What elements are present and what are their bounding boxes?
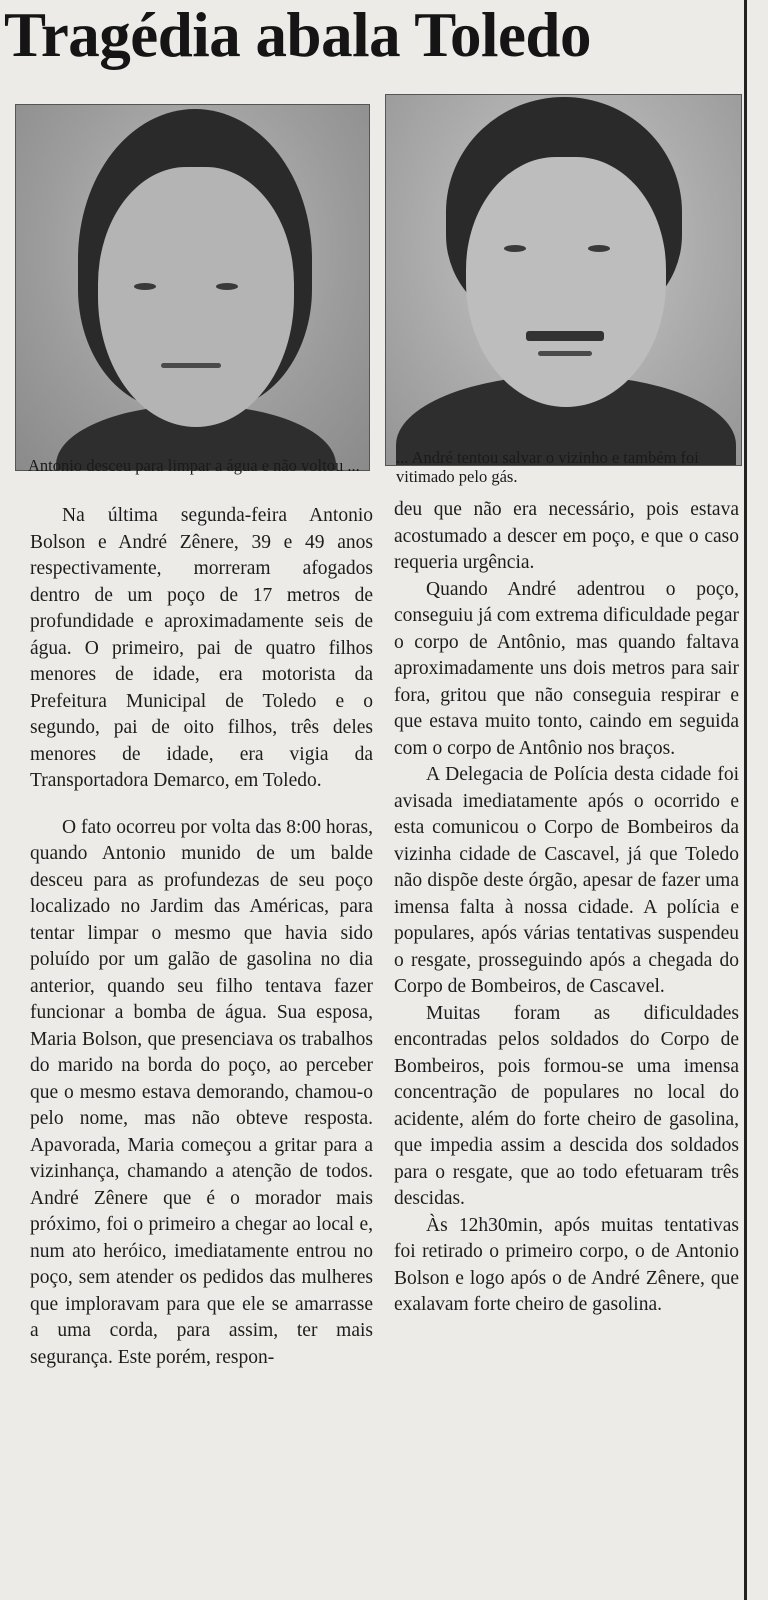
photo-eye <box>504 245 526 252</box>
photo-caption-left: Antonio desceu para limpar a água e não voltou ... <box>28 456 360 475</box>
photo-mouth <box>161 363 221 368</box>
photo-antonio <box>15 104 370 471</box>
photo-eye <box>134 283 156 290</box>
photo-face <box>98 167 294 427</box>
article-paragraph: Às 12h30min, após muitas tentativas foi retirado o primeiro corpo, o de Antonio Bolson e logo após o de André Zênere, que exalavam forte cheiro de gasolina. <box>394 1214 739 1315</box>
column-border <box>744 0 747 1600</box>
headline: Tragédia abala Toledo <box>4 0 591 70</box>
article-paragraph: A Delegacia de Polícia desta cidade foi avisada imediatamente após o ocorrido e esta comunicou o Corpo de Bombeiros da vizinha cidade de Cascavel, já que Toledo não dispõe deste órgão, apesar de fazer uma imensa falta à nossa cidade. A polícia e populares, após várias tentativas suspendeu o resgate, prosseguindo após a chegada do Corpo de Bombeiros, de Cascavel. <box>394 764 739 997</box>
photo-mouth <box>538 351 592 356</box>
article-column-right <box>394 497 739 1319</box>
article-paragraph: Quando André adentrou o poço, conseguiu já com extrema dificuldade pegar o corpo de Antônio, mas quando faltava aproximadamente uns dois metros para sair fora, gritou que não conseguia respirar e que estava muito tonto, caindo em seguida com o corpo de Antônio nos braços. <box>394 578 739 759</box>
article-column-left <box>30 503 373 1371</box>
photo-andre <box>385 94 742 466</box>
photo-mustache <box>526 331 604 341</box>
photo-caption-right: ... André tentou salvar o vizinho e também foi vitimado pelo gás. <box>396 448 699 486</box>
article-paragraph: Muitas foram as dificuldades encontradas pelos soldados do Corpo de Bombeiros, pois formou-se uma imensa concentração de populares no local do acidente, além do forte cheiro de gasolina, que impedia assim a descida dos soldados para o resgate, que ao todo efetuaram três descidas. <box>394 1002 739 1209</box>
photo-eye <box>216 283 238 290</box>
article-paragraph: Na última segunda-feira Antonio Bolson e André Zênere, 39 e 49 anos respectivamente, morreram afogados dentro de um poço de 17 metros de profundidade e aproximadamente seis de água. O primeiro, pai de quatro filhos menores de idade, era motorista da Prefeitura Municipal de Toledo e o segundo, pai de oito filhos, três deles menores de idade, era vigia da Transportadora Demarco, em Toledo. <box>30 505 373 791</box>
article-paragraph: deu que não era necessário, pois estava acostumado a descer em poço, e que o caso requeria urgência. <box>394 499 739 573</box>
photo-face <box>466 157 666 407</box>
photo-eye <box>588 245 610 252</box>
article-paragraph: O fato ocorreu por volta das 8:00 horas, quando Antonio munido de um balde desceu para as profundezas de seu poço localizado no Jardim das Américas, para tentar limpar o mesmo que havia sido poluído por um galão de gasolina no dia anterior, quando seu filho tentava fazer funcionar a bomba de água. Sua esposa, Maria Bolson, que presenciava os trabalhos do marido na borda do poço, ao perceber que o mesmo estava demorando, chamou-o pelo nome, mas não obteve resposta. Apavorada, Maria começou a gritar para a vizinhança, chamando a atenção de todos. André Zênere que é o morador mais próximo, foi o primeiro a chegar ao local e, num ato heróico, imediatamente entrou no poço, sem atender os pedidos das mulheres que imploravam para que ele se amarrasse a uma corda, para assim, ter mais segurança. Este porém, respon- <box>30 816 373 1368</box>
